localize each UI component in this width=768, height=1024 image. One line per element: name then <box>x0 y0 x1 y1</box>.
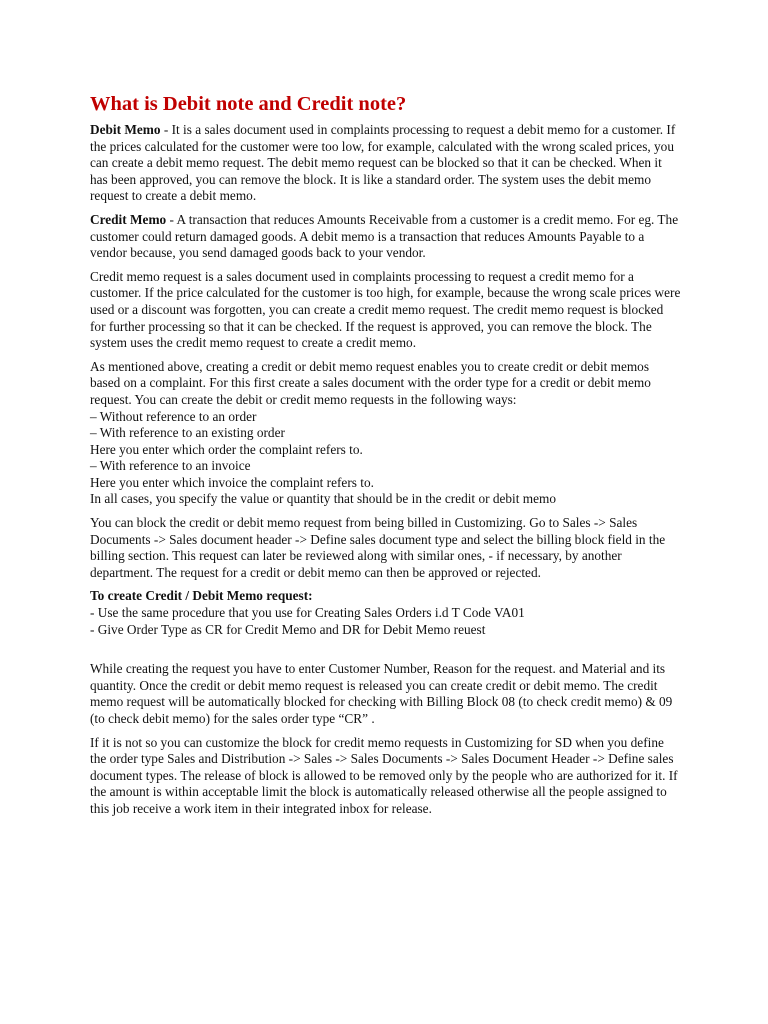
page-title: What is Debit note and Credit note? <box>90 93 407 115</box>
ways-line: Here you enter which order the complaint refers to. <box>90 441 363 457</box>
document-body <box>90 92 682 825</box>
while-creating-paragraph: While creating the request you have to enter Customer Number, Reason for the request. and Material and its quantity. Once the credit or debit memo request is released you can create credit or debit memo. The credit memo request will be automatically blocked for checking with Billing Block 08 (to check credit memo) & 09 (to check debit memo) for the sales order type “CR” . <box>90 661 673 726</box>
ways-line: – With reference to an invoice <box>90 458 251 474</box>
mentioned-above-intro: As mentioned above, creating a credit or debit memo request enables you to create credit or debit memos based on a complaint. For this first create a sales document with the order type for a credit or debit memo request. You can create the debit or credit memo requests in the following ways: <box>90 358 651 407</box>
to-create-section <box>90 588 682 638</box>
ways-line: – Without reference to an order <box>90 408 257 424</box>
to-create-line: - Use the same procedure that you use for Creating Sales Orders i.d T Code VA01 <box>90 605 525 621</box>
ways-line: – With reference to an existing order <box>90 425 285 441</box>
credit-memo-paragraph <box>90 212 682 262</box>
ways-line: Here you enter which invoice the complaint refers to. <box>90 474 374 490</box>
customize-paragraph: If it is not so you can customize the block for credit memo requests in Customizing for SD when you define the order type Sales and Distribution -> Sales -> Sales Documents -> Sales Document Header -> Define sales document types. The release of block is allowed to be removed only by the people who are authorized for it. If the amount is within acceptable limit the block is automatically released otherwise all the people assigned to this job receive a work item in their integrated inbox for release. <box>90 734 678 816</box>
spacer <box>90 645 682 661</box>
to-create-heading: To create Credit / Debit Memo request: <box>90 588 313 604</box>
credit-memo-text: - A transaction that reduces Amounts Receivable from a customer is a credit memo. For eg. The customer could return damaged goods. A debit memo is a transaction that reduces Amounts Payable to a vendor because, you send damaged goods back to your vendor. <box>90 211 679 261</box>
to-create-line: - Give Order Type as CR for Credit Memo and DR for Debit Memo reuest <box>90 621 486 637</box>
ways-line: In all cases, you specify the value or quantity that should be in the credit or debit memo <box>90 491 557 507</box>
credit-memo-request-paragraph: Credit memo request is a sales document used in complaints processing to request a credit memo for a customer. If the price calculated for the customer is too high, for example, because the wrong scale prices were used or a discount was forgotten, you can create a credit memo request. The credit memo request is blocked for further processing so that it can be checked. If the request is approved, you can remove the block. The system uses the credit memo request to create a credit memo. <box>90 268 681 351</box>
block-billing-paragraph: You can block the credit or debit memo request from being billed in Customizing. Go to Sales -> Sales Documents -> Sales document header -> Define sales document type and select the billing block field in the billing section. This request can later be reviewed along with similar ones, - if necessary, by another department. The request for a credit or debit memo can then be approved or rejected. <box>90 515 666 580</box>
debit-memo-term: Debit Memo <box>90 122 161 137</box>
debit-memo-text: - It is a sales document used in complaints processing to request a debit memo for a customer. If the prices calculated for the customer were too low, for example, calculated with the wrong scaled prices, you can create a debit memo request. The debit memo request can be blocked so that it can be checked. When it has been approved, you can remove the block. It is like a standard order. The system uses the debit memo request to create a debit memo. <box>90 122 676 204</box>
debit-memo-paragraph <box>90 122 682 205</box>
mentioned-above-paragraph <box>90 359 682 508</box>
credit-memo-term: Credit Memo <box>90 211 167 227</box>
